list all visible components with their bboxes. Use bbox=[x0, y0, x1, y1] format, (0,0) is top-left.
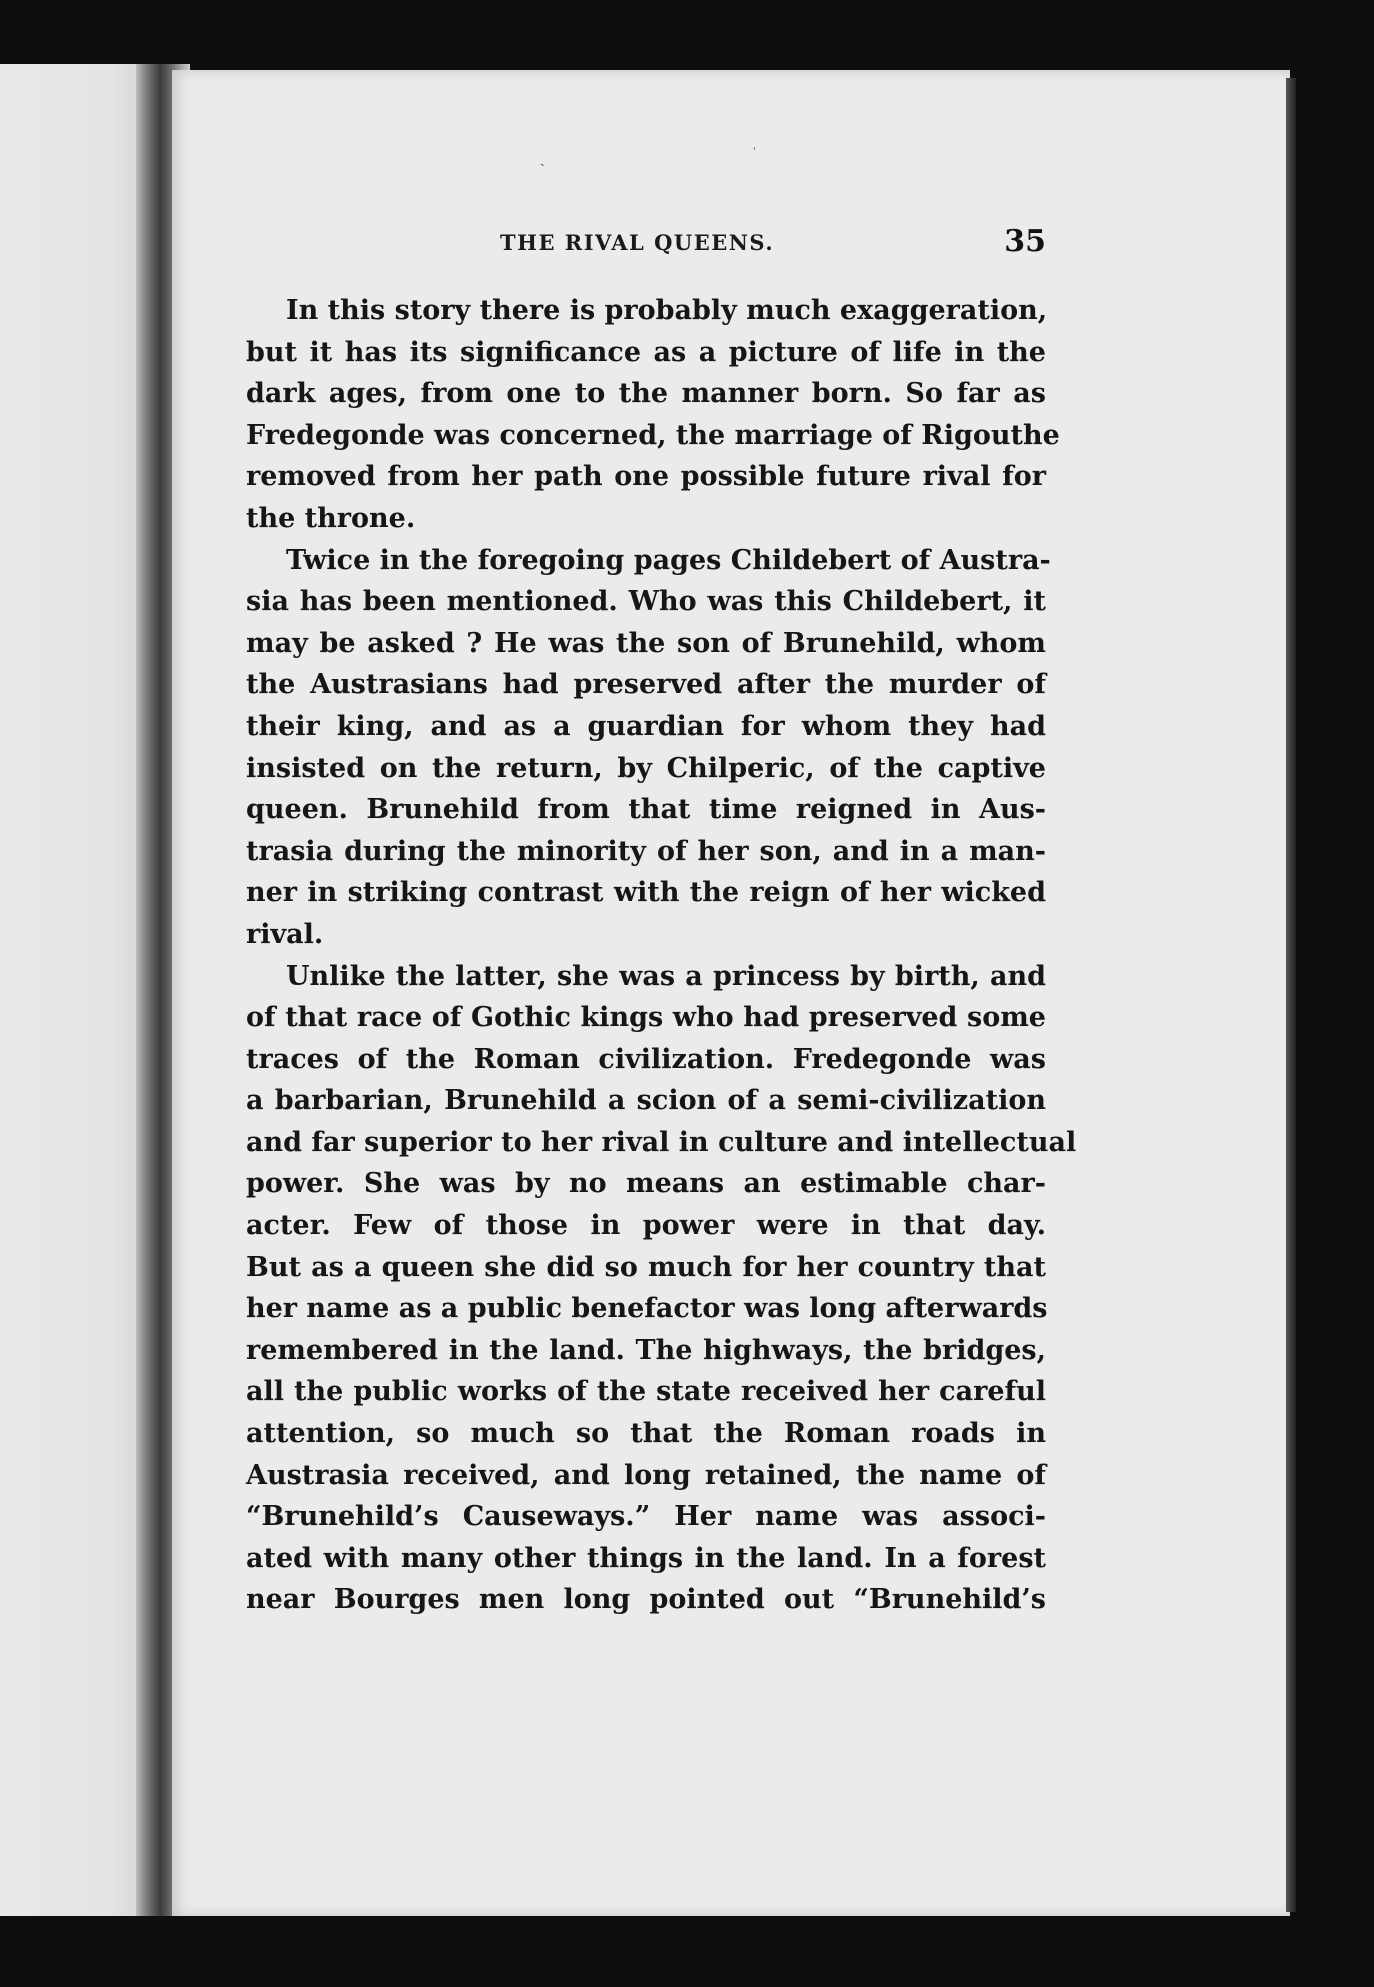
text-line: and far superior to her rival in culture and intellectual bbox=[246, 1126, 1077, 1158]
text-line: her name as a public benefactor was long afterwards bbox=[246, 1293, 1048, 1325]
text-line: traces of the Roman civilization. Fredegonde was bbox=[246, 1043, 1046, 1075]
scan-speck: ˏ bbox=[540, 152, 545, 167]
text-line: acter. Few of those in power were in that day. bbox=[246, 1210, 1046, 1242]
text-line: queen. Brunehild from that time reigned in Aus- bbox=[246, 794, 1046, 826]
text-line: Unlike the latter, she was a princess by birth, and bbox=[286, 960, 1046, 992]
text-line: their king, and as a guardian for whom they had bbox=[246, 710, 1046, 742]
text-line: Twice in the foregoing pages Childebert of Austra- bbox=[286, 544, 1051, 576]
right-page-edge bbox=[1286, 78, 1296, 1912]
body-text bbox=[246, 290, 1077, 1621]
paragraph-3 bbox=[246, 956, 1077, 1622]
scan-speck: ˈ bbox=[752, 146, 757, 161]
text-line: attention, so much so that the Roman roads in bbox=[246, 1418, 1046, 1450]
paragraph-1 bbox=[246, 290, 1060, 540]
text-line: remembered in the land. The highways, the bridges, bbox=[246, 1334, 1046, 1366]
page-number: 35 bbox=[1004, 224, 1046, 259]
text-line: insisted on the return, by Chilperic, of the captive bbox=[246, 752, 1046, 784]
text-line: But as a queen she did so much for her country that bbox=[246, 1251, 1046, 1283]
running-head bbox=[246, 224, 1046, 264]
text-line: power. She was by no means an estimable char- bbox=[246, 1168, 1046, 1200]
text-line: ated with many other things in the land. In a forest bbox=[246, 1542, 1046, 1574]
text-line: may be asked ? He was the son of Brunehild, whom bbox=[246, 627, 1046, 659]
text-line: ner in striking contrast with the reign of her wicked bbox=[246, 877, 1046, 909]
text-line: the throne. bbox=[246, 502, 416, 534]
text-line: rival. bbox=[246, 918, 324, 950]
text-line: Austrasia received, and long retained, the name of bbox=[246, 1459, 1046, 1491]
text-line: In this story there is probably much exaggeration, bbox=[286, 295, 1048, 326]
text-line: a barbarian, Brunehild a scion of a semi-civilization bbox=[246, 1085, 1046, 1117]
text-line: near Bourges men long pointed out “Brunehild’s bbox=[246, 1584, 1046, 1616]
text-line: dark ages, from one to the manner born. So far as bbox=[246, 378, 1046, 410]
running-head-title: THE RIVAL QUEENS. bbox=[500, 230, 775, 255]
text-line: but it has its significance as a picture of life in the bbox=[246, 336, 1046, 368]
text-line: trasia during the minority of her son, and in a man- bbox=[246, 835, 1046, 867]
text-line: of that race of Gothic kings who had preserved some bbox=[246, 1002, 1046, 1034]
text-line: removed from her path one possible future rival for bbox=[246, 461, 1046, 493]
text-line: “Brunehild’s Causeways.” Her name was associ- bbox=[246, 1501, 1046, 1533]
text-line: sia has been mentioned. Who was this Childebert, it bbox=[246, 586, 1046, 618]
text-line: Fredegonde was concerned, the marriage of Rigouthe bbox=[246, 419, 1060, 451]
text-line: the Austrasians had preserved after the murder of bbox=[246, 669, 1046, 701]
paragraph-2 bbox=[246, 540, 1051, 956]
text-line: all the public works of the state received her careful bbox=[246, 1376, 1046, 1408]
